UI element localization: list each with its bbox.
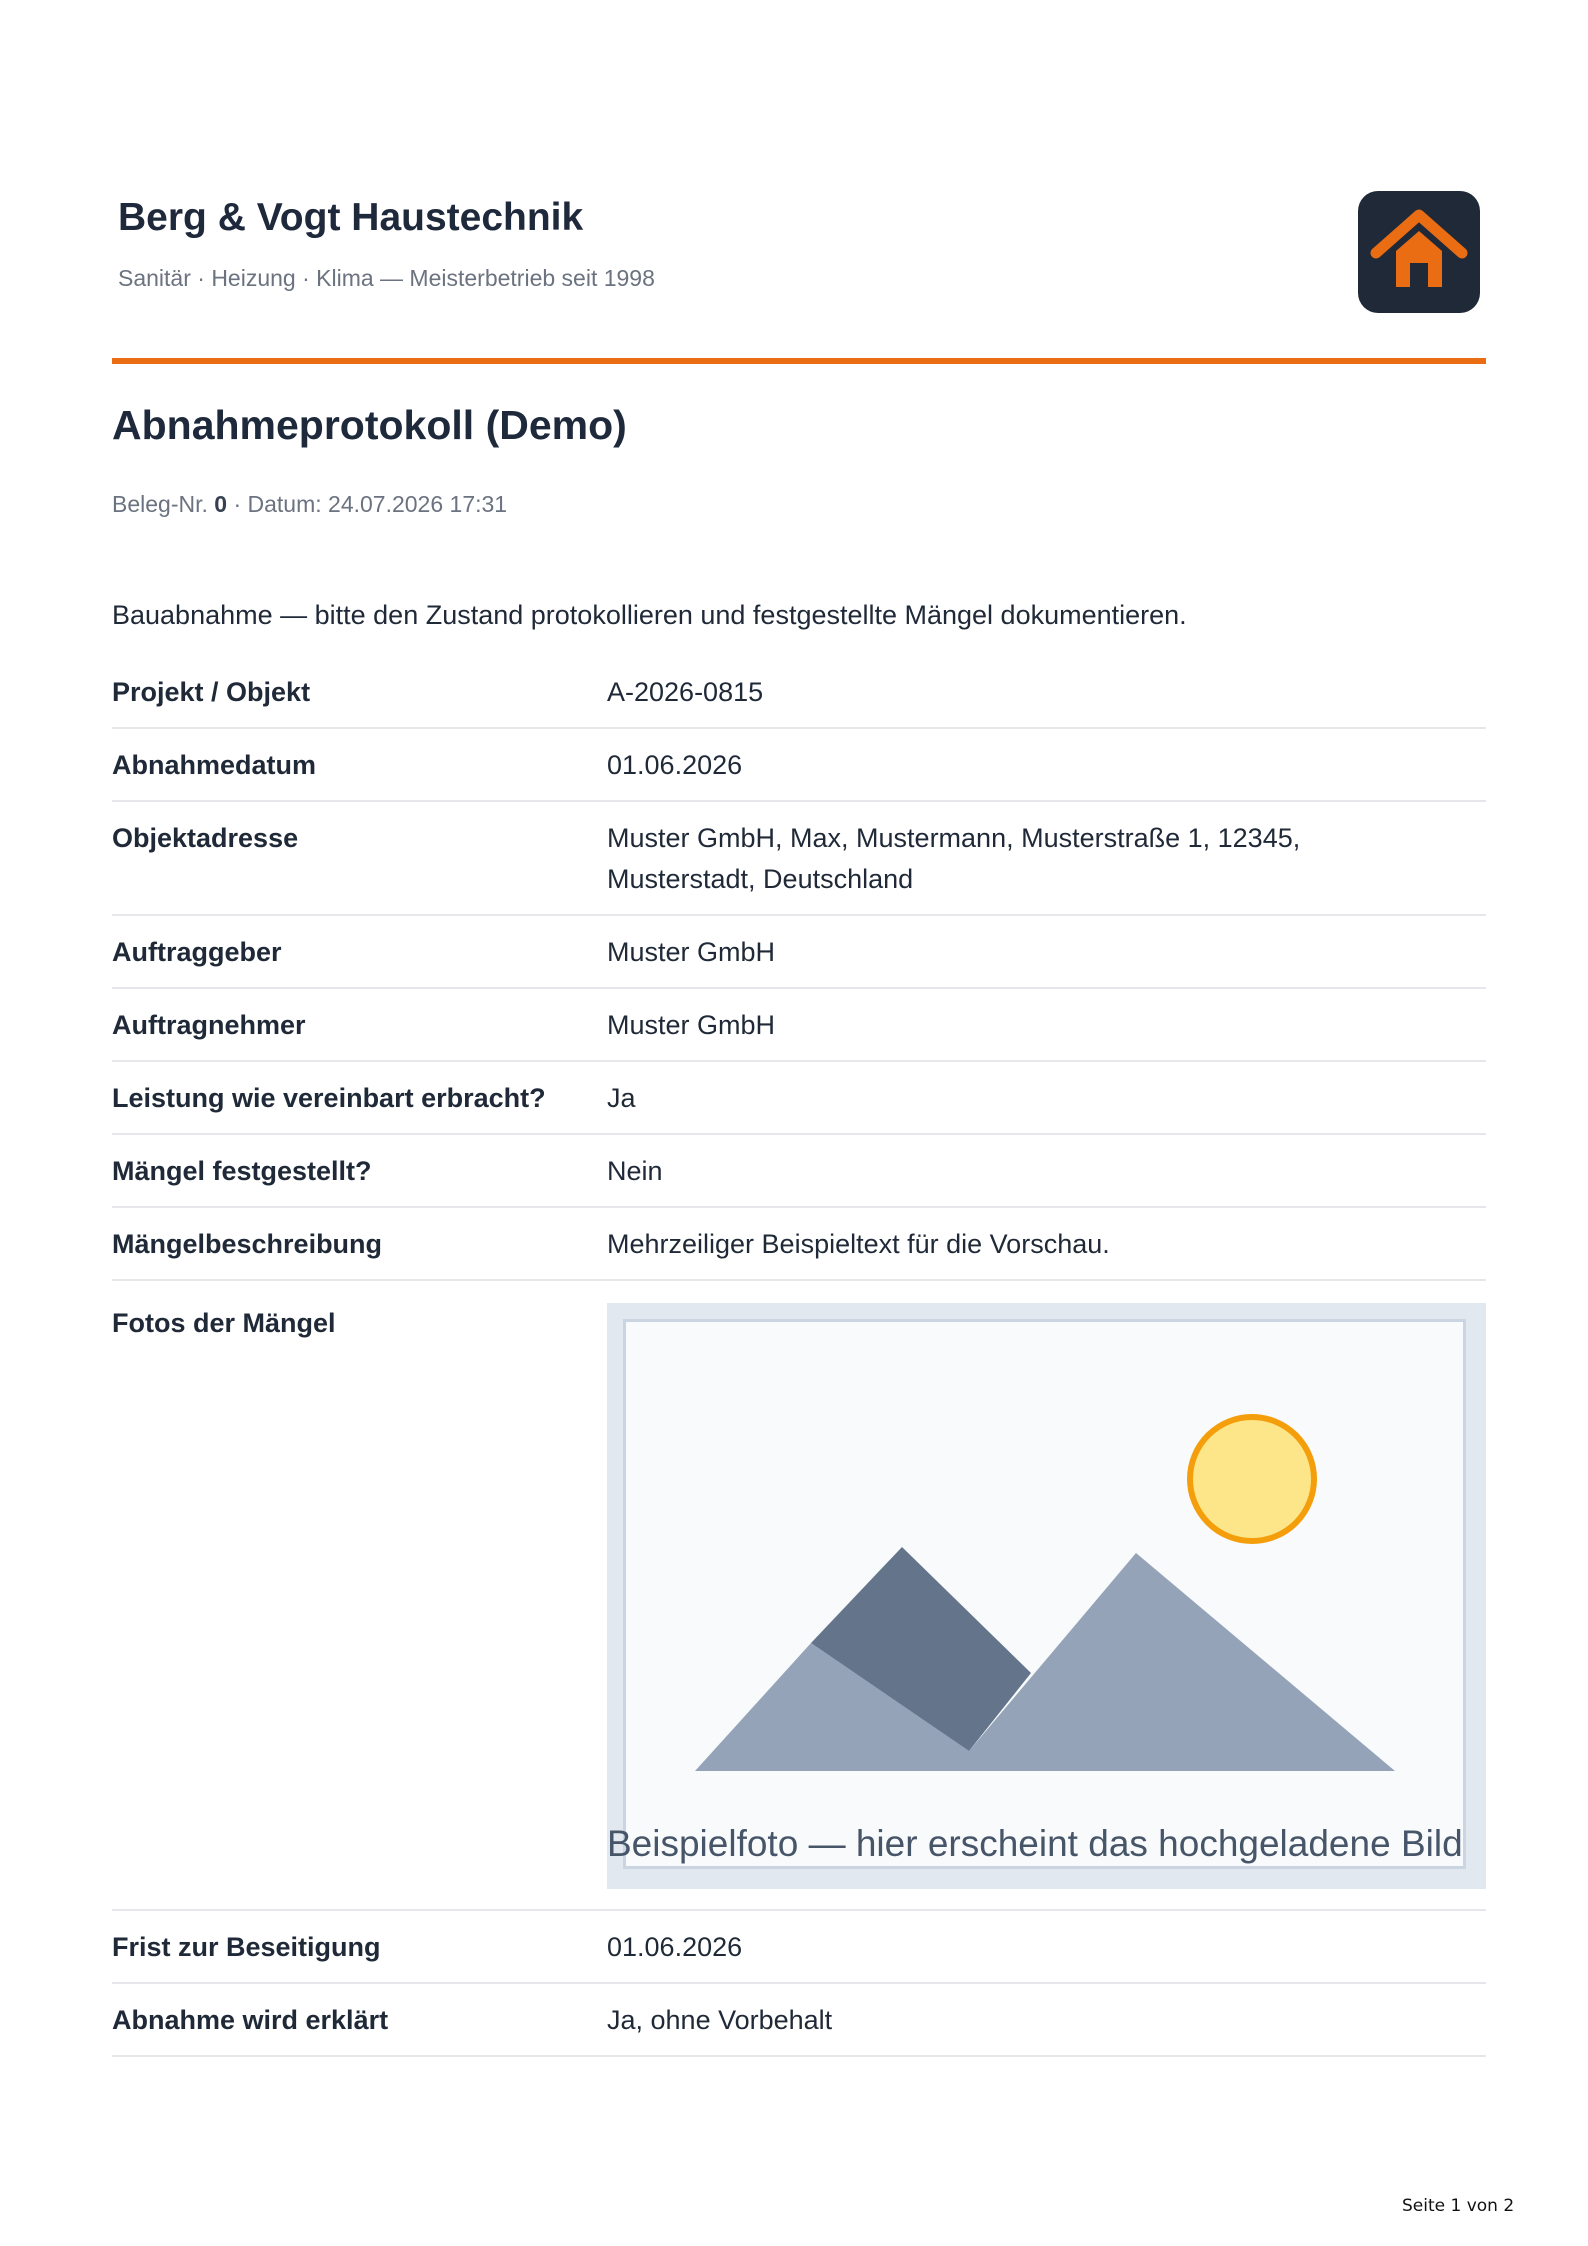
field-row <box>112 989 1486 1062</box>
field-label: Frist zur Beseitigung <box>112 1932 381 1962</box>
field-row <box>112 802 1486 916</box>
field-value: 01.06.2026 <box>607 750 743 780</box>
field-row <box>112 1062 1486 1135</box>
field-label: Auftragnehmer <box>112 1010 306 1040</box>
image-placeholder-icon <box>607 1303 1486 1889</box>
field-row <box>112 1984 1486 2057</box>
document-title: Abnahmeprotokoll (Demo) <box>112 402 627 448</box>
accent-rule <box>112 358 1486 364</box>
receipt-number: 0 <box>214 491 228 517</box>
field-label: Mängelbeschreibung <box>112 1229 383 1259</box>
field-value: Mehrzeiliger Beispieltext für die Vorschau. <box>607 1229 1110 1259</box>
field-row <box>112 1911 1486 1984</box>
field-row <box>112 1135 1486 1208</box>
house-icon <box>1358 191 1480 313</box>
intro-text: Bauabnahme — bitte den Zustand protokollieren und festgestellte Mängel dokumentieren. <box>112 600 1187 630</box>
field-label: Abnahmedatum <box>112 750 317 780</box>
company-name: Berg & Vogt Haustechnik <box>118 196 584 239</box>
page-number: Seite 1 von 2 <box>1402 2196 1515 2216</box>
document-date: · Datum: 24.07.2026 17:31 <box>233 491 508 517</box>
field-label: Fotos der Mängel <box>112 1308 336 1338</box>
field-value: 01.06.2026 <box>607 1932 743 1962</box>
field-value: A-2026-0815 <box>607 677 764 707</box>
field-row <box>112 1208 1486 1281</box>
field-label: Abnahme wird erklärt <box>112 2005 389 2035</box>
field-value: Ja, ohne Vorbehalt <box>607 2005 833 2035</box>
field-value: Muster GmbH <box>607 937 776 967</box>
company-tagline: Sanitär · Heizung · Klima — Meisterbetrieb seit 1998 <box>118 265 655 291</box>
field-label: Objektadresse <box>112 823 299 853</box>
field-value: Nein <box>607 1156 663 1186</box>
photo-caption: Beispielfoto — hier erscheint das hochgeladene Bild <box>607 1823 1463 1864</box>
field-value: Muster GmbH, Max, Mustermann, Musterstraße 1, 12345, Musterstadt, Deutschland <box>607 823 1301 894</box>
field-value: Muster GmbH <box>607 1010 776 1040</box>
receipt-number-label: Beleg-Nr. <box>112 491 208 517</box>
field-label: Auftraggeber <box>112 937 282 967</box>
field-row <box>112 1281 1486 1911</box>
field-row <box>112 916 1486 989</box>
company-logo <box>1358 191 1480 313</box>
field-row <box>112 656 1486 729</box>
field-table <box>112 656 1486 2057</box>
field-row <box>112 729 1486 802</box>
field-label: Projekt / Objekt <box>112 677 311 707</box>
field-label: Leistung wie vereinbart erbracht? <box>112 1083 546 1113</box>
defect-photo <box>607 1303 1486 1889</box>
document-meta <box>112 491 507 518</box>
field-label: Mängel festgestellt? <box>112 1156 372 1186</box>
field-value: Ja <box>607 1083 636 1113</box>
